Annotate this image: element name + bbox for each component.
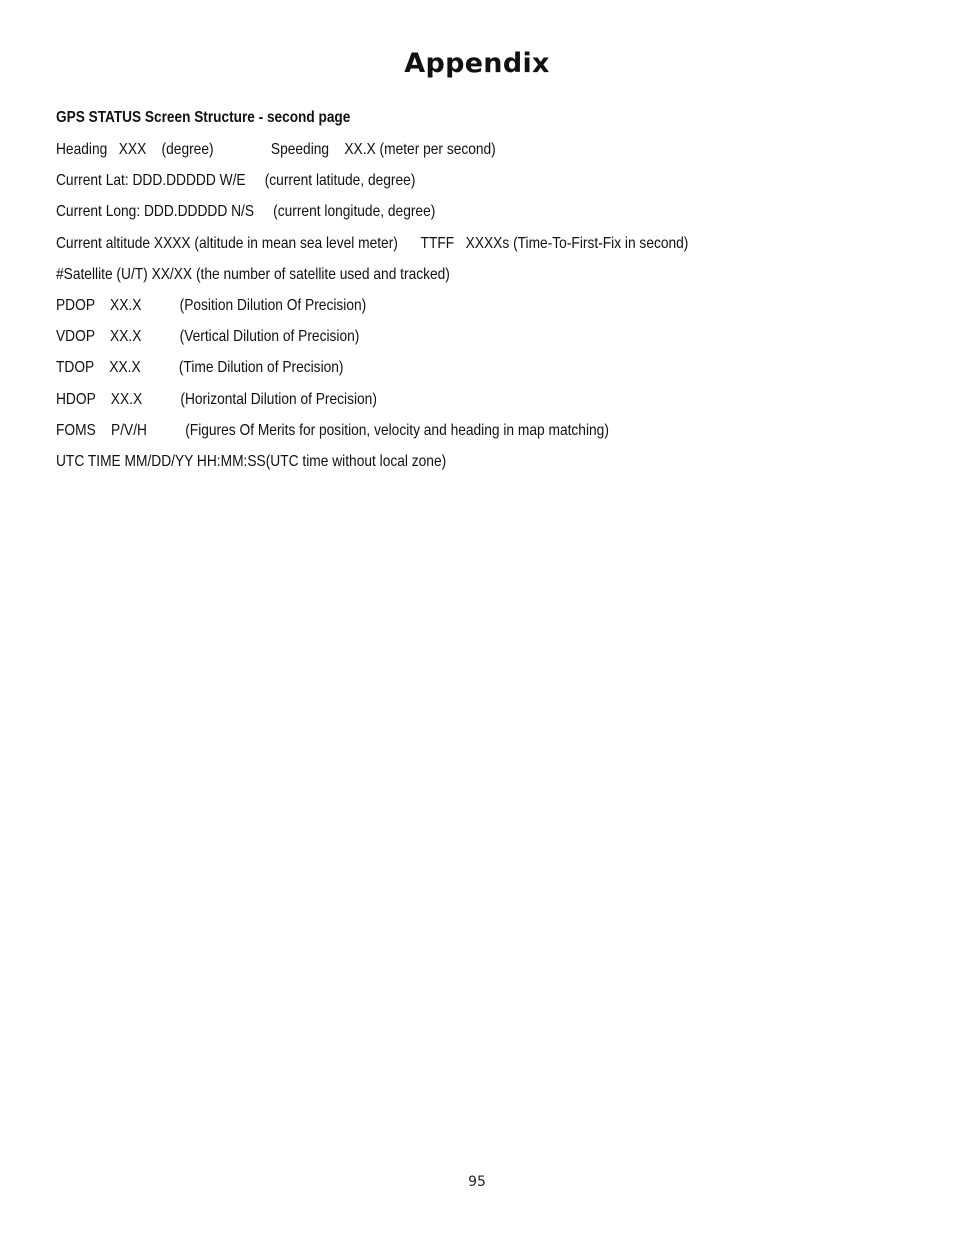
heading-speeding-line: Heading XXX (degree) Speeding XX.X (meter per second) [56,141,496,158]
pdop-line: PDOP XX.X (Position Dilution Of Precision) [56,296,367,314]
utc-time-line: UTC TIME MM/DD/YY HH:MM:SS(UTC time without local zone) [56,452,447,470]
current-long-line: Current Long: DDD.DDDDD N/S (current longitude, degree) [56,203,436,221]
document-body [56,105,916,480]
page-title: Appendix [404,48,550,79]
section-heading: GPS STATUS Screen Structure - second page [56,109,351,126]
satellite-line: #Satellite (U/T) XX/XX (the number of satellite used and tracked) [56,265,450,283]
hdop-line: HDOP XX.X (Horizontal Dilution of Precision) [56,390,377,408]
page-number: 95 [468,1174,486,1190]
tdop-line: TDOP XX.X (Time Dilution of Precision) [56,359,344,377]
altitude-ttff-line: Current altitude XXXX (altitude in mean sea level meter) TTFF XXXXs (Time-To-First-Fix in second) [56,234,689,252]
current-lat-line: Current Lat: DDD.DDDDD W/E (current latitude, degree) [56,172,416,190]
foms-line: FOMS P/V/H (Figures Of Merits for position, velocity and heading in map matching) [56,421,609,439]
vdop-line: VDOP XX.X (Vertical Dilution of Precision) [56,328,360,346]
